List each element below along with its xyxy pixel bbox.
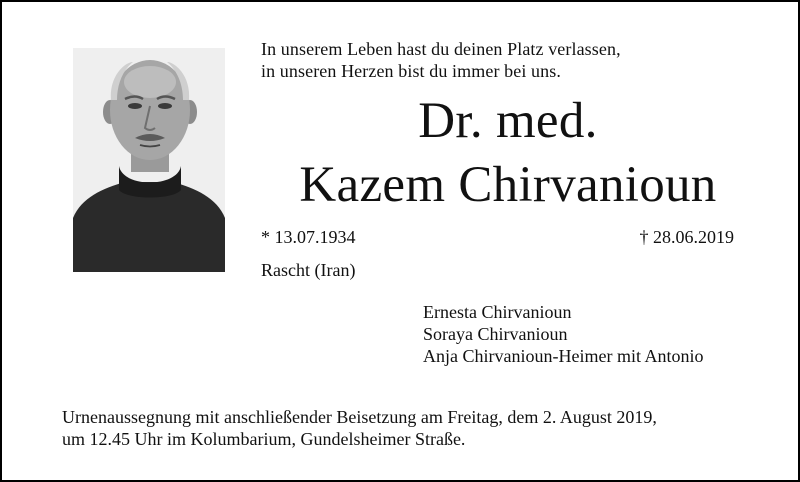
family-member: Anja Chirvanioun-Heimer mit Antonio xyxy=(423,346,704,366)
funeral-notice-line-2: um 12.45 Uhr im Kolumbarium, Gundelsheimer Straße. xyxy=(62,429,466,449)
funeral-notice-line-1: Urnenaussegnung mit anschließender Beisetzung am Freitag, dem 2. August 2019, xyxy=(62,407,657,427)
verse-line-1: In unserem Leben hast du deinen Platz verlassen, xyxy=(261,39,621,59)
birthplace: Rascht (Iran) xyxy=(261,260,356,280)
family-list xyxy=(423,301,703,367)
family-member: Soraya Chirvanioun xyxy=(423,324,568,344)
funeral-notice xyxy=(62,406,657,450)
deceased-title: Dr. med. xyxy=(418,93,598,149)
verse-line-2: in unseren Herzen bist du immer bei uns. xyxy=(261,61,561,81)
memorial-verse xyxy=(261,38,621,82)
birth-date: * 13.07.1934 xyxy=(261,227,356,247)
deceased-name: Kazem Chirvanioun xyxy=(299,157,717,213)
death-date: † 28.06.2019 xyxy=(639,227,734,247)
portrait-photo xyxy=(73,48,225,272)
family-member: Ernesta Chirvanioun xyxy=(423,302,572,322)
